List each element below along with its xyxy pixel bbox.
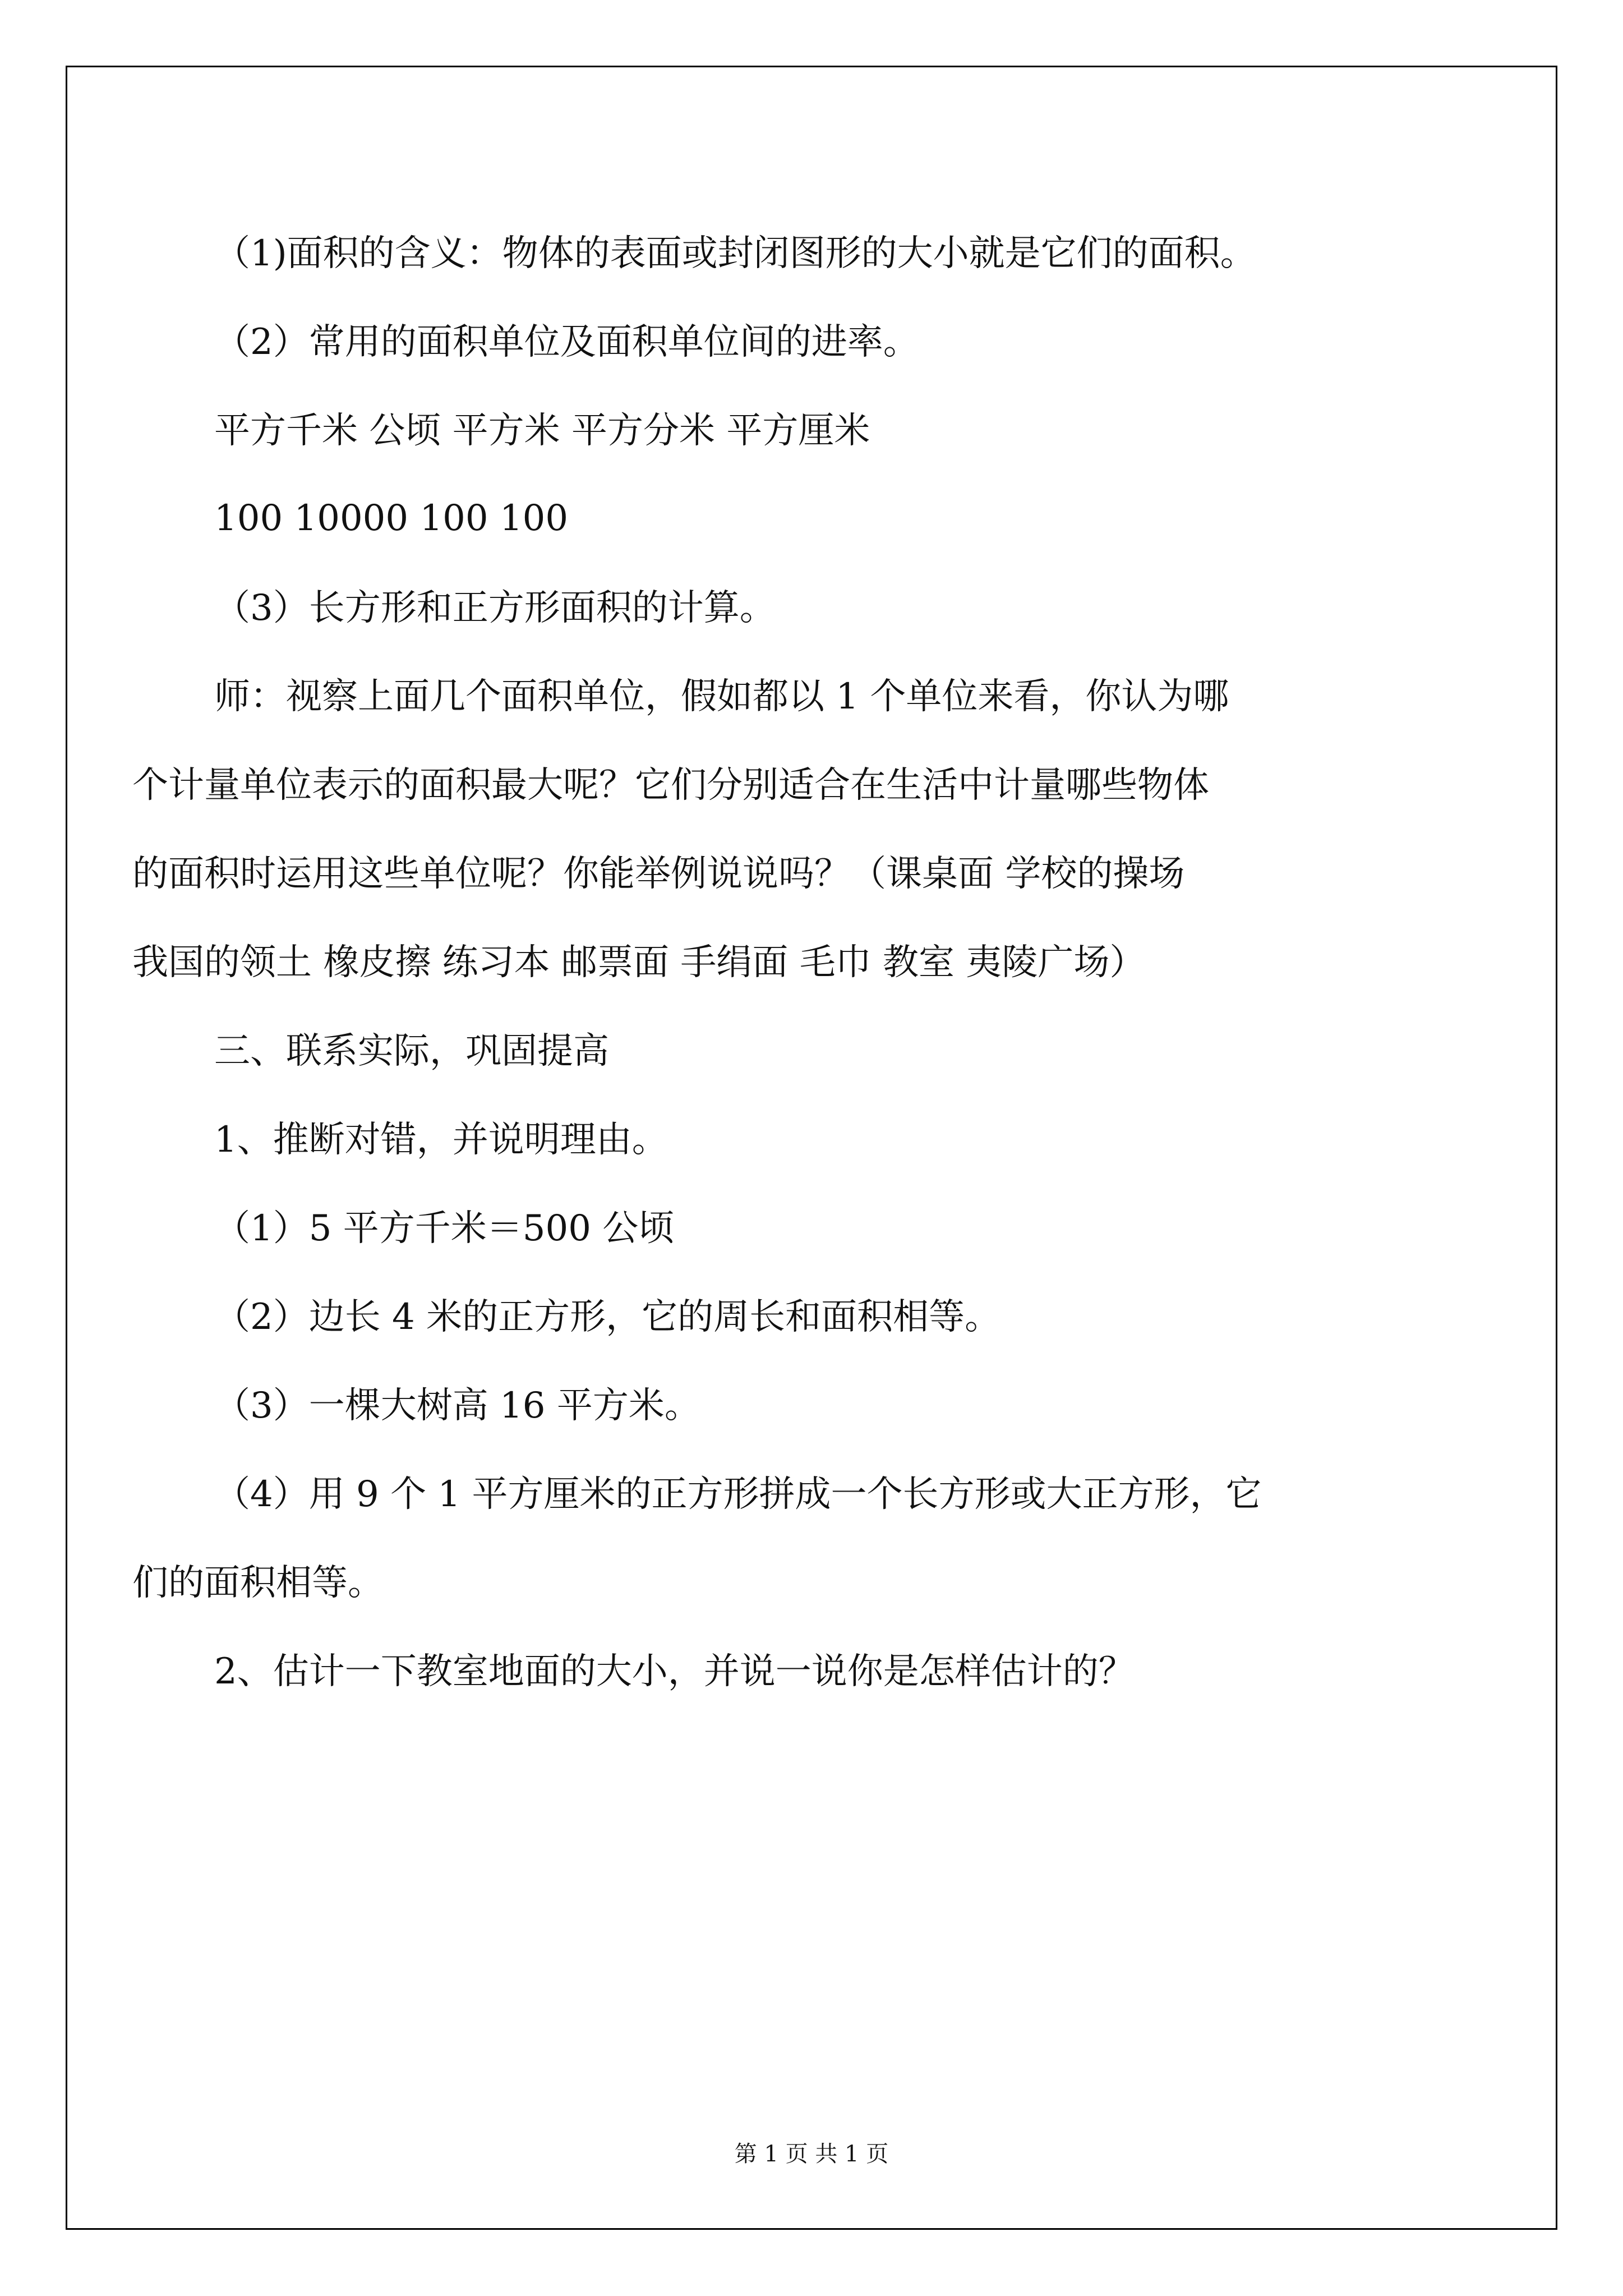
text-line: （3）长方形和正方形面积的计算。	[214, 587, 776, 629]
text-line: （4）用 9 个 1 平方厘米的正方形拼成一个长方形或大正方形，它	[214, 1474, 1262, 1515]
text-line: 们的面积相等。	[132, 1562, 384, 1604]
text-line: 平方千米 公顷 平方米 平方分米 平方厘米	[214, 410, 870, 452]
text-line: （3）一棵大树高 16 平方米。	[214, 1385, 700, 1427]
text-line: 2、估计一下教室地面的大小，并说一说你是怎样估计的？	[214, 1651, 1135, 1692]
section-heading: 三、联系实际，巩固提高	[214, 1030, 609, 1072]
text-line: 的面积时运用这些单位呢？你能举例说说吗？（课桌面 学校的操场	[132, 853, 1185, 895]
text-line: 师：视察上面几个面积单位，假如都以 1 个单位来看，你认为哪	[214, 676, 1229, 717]
text-line: 个计量单位表示的面积最大呢？它们分别适合在生活中计量哪些物体	[132, 765, 1209, 806]
text-line: （1）5 平方千米＝500 公顷	[214, 1208, 675, 1249]
text-line: （1)面积的含义：物体的表面或封闭图形的大小就是它们的面积。	[214, 233, 1256, 274]
text-line: 1、推断对错，并说明理由。	[214, 1119, 668, 1161]
text-line: 我国的领土 橡皮擦 练习本 邮票面 手绢面 毛巾 教室 夷陵广场）	[132, 942, 1146, 983]
text-line: （2）常用的面积单位及面积单位间的进率。	[214, 321, 919, 363]
page-footer: 第 1 页 共 1 页	[734, 2141, 889, 2167]
text-line: 100 10000 100 100	[214, 498, 569, 539]
text-line: （2）边长 4 米的正方形，它的周长和面积相等。	[214, 1296, 1001, 1338]
